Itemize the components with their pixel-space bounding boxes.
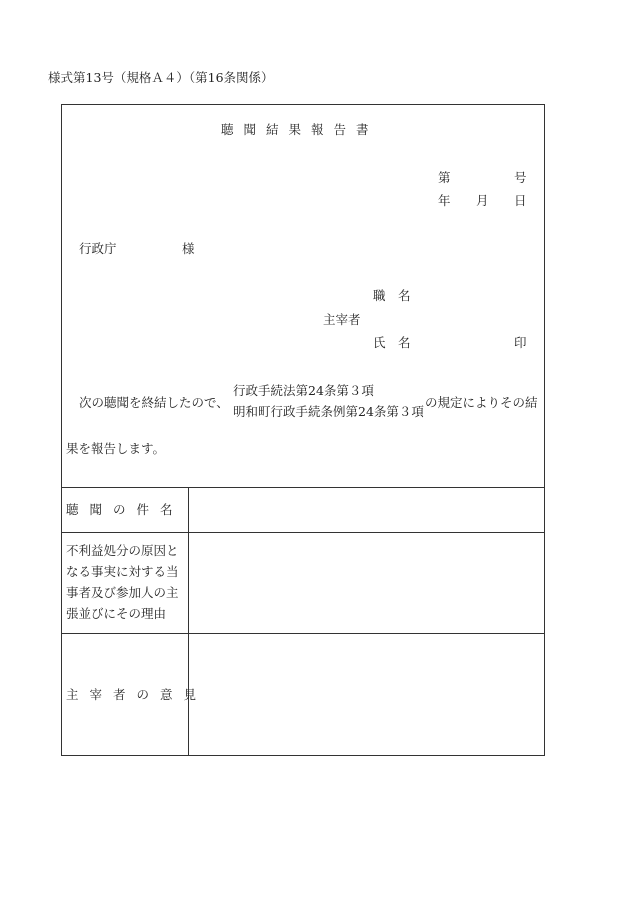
date-month: 月 [476,193,489,208]
addressee-name: 行政庁 [79,241,117,256]
date-year: 年 [438,193,451,208]
body-tail: の規定によりその結 [425,395,538,410]
report-title: 聴聞結果報告書 [221,122,379,137]
body-lead: 次の聴聞を終結したので、 [79,395,229,410]
case-name-label: 聴聞の件名 [66,502,184,517]
body-continuation: 果を報告します。 [66,441,166,456]
form-label: 様式第13号（規格Ａ４）（第16条関係） [48,70,274,85]
report-form [61,104,545,756]
row-divider-case-name [61,487,545,488]
law-option-2: 明和町行政手続条例第24条第３項 [233,404,424,419]
row-divider-claims [61,532,545,533]
addressee-honorific: 様 [182,241,195,256]
seal-mark: 印 [514,335,527,350]
date-day: 日 [514,193,527,208]
number-prefix: 第 [438,170,451,185]
presider-position-label: 職 名 [373,288,411,303]
opinion-label: 主宰者の意見 [66,687,208,702]
claims-label: 不利益処分の原因となる事実に対する当事者及び参加人の主張並びにその理由 [66,543,179,621]
presider-name-label: 氏 名 [373,335,411,350]
presider-role-label: 主宰者 [323,312,361,327]
law-option-1: 行政手続法第24条第３項 [233,383,374,398]
row-divider-opinion [61,633,545,634]
number-suffix: 号 [514,170,527,185]
column-divider [188,487,189,756]
